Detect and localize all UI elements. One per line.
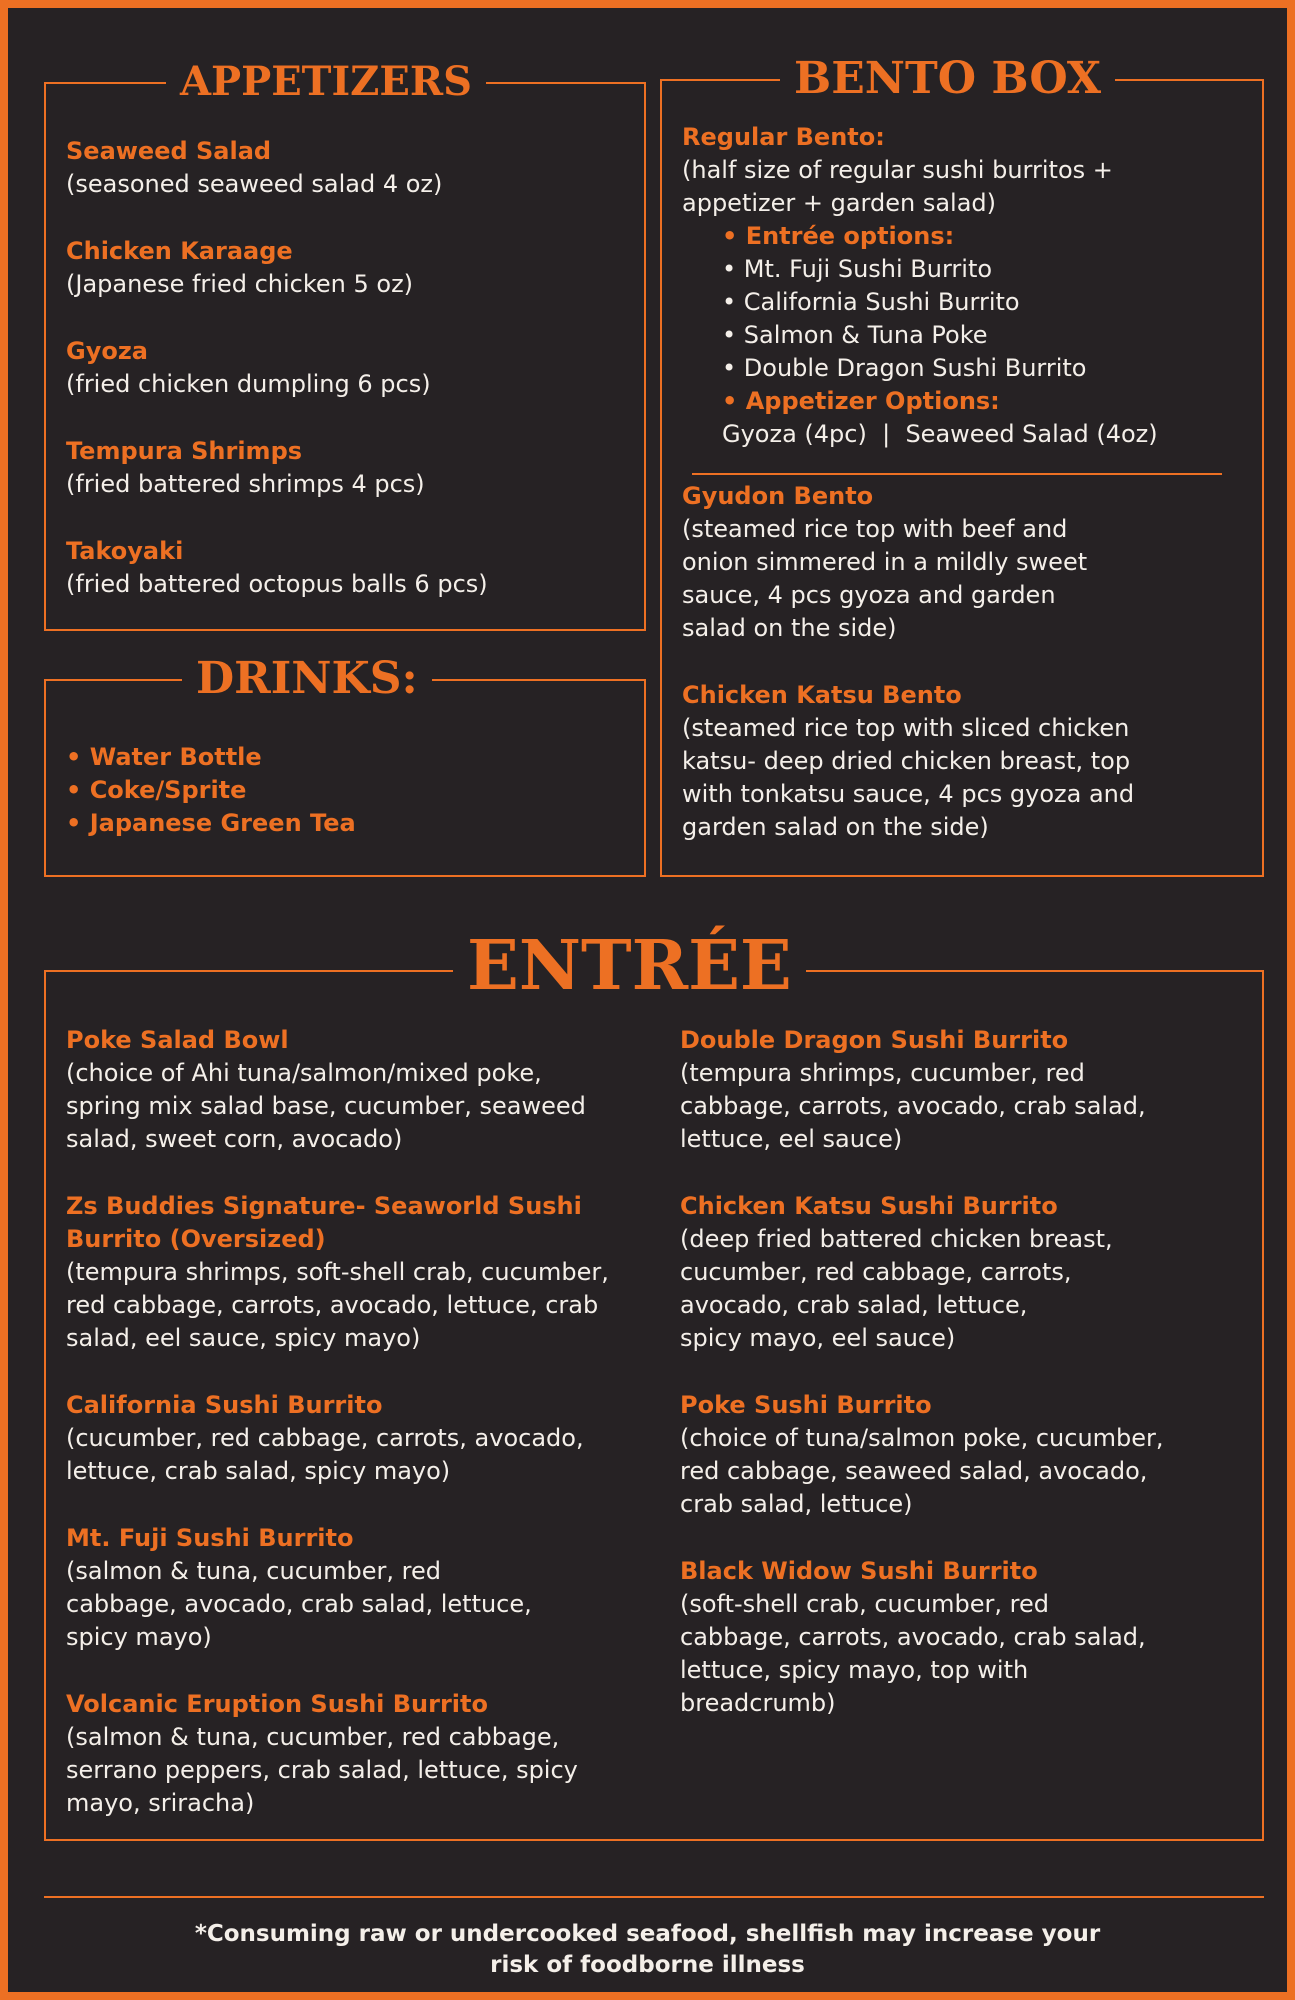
item-description: appetizer + garden salad) bbox=[682, 189, 997, 217]
item-description: spicy mayo, eel sauce) bbox=[680, 1324, 956, 1352]
item-description: garden salad on the side) bbox=[682, 813, 989, 841]
list-item bbox=[680, 1024, 1250, 1156]
item-description: (seasoned seaweed salad 4 oz) bbox=[66, 170, 443, 198]
item-name: Gyudon Bento bbox=[682, 482, 874, 510]
option-item: • Mt. Fuji Sushi Burrito bbox=[722, 255, 993, 283]
regular-bento bbox=[682, 121, 1252, 451]
item-description: spring mix salad base, cucumber, seaweed bbox=[66, 1092, 586, 1120]
item-name: Black Widow Sushi Burrito bbox=[680, 1557, 1038, 1585]
entree-title: ENTRÉE bbox=[453, 932, 806, 1000]
list-item bbox=[66, 335, 636, 401]
footer-line: *Consuming raw or undercooked seafood, shellfish may increase your bbox=[194, 1921, 1101, 1947]
item-name: Volcanic Eruption Sushi Burrito bbox=[66, 1690, 488, 1718]
item-description: salad, sweet corn, avocado) bbox=[66, 1125, 403, 1153]
item-description: breadcrumb) bbox=[680, 1689, 836, 1717]
item-description: salad on the side) bbox=[682, 614, 897, 642]
item-description: lettuce, crab salad, spicy mayo) bbox=[66, 1457, 451, 1485]
drinks-box bbox=[44, 653, 646, 877]
katsu-bento bbox=[682, 679, 1252, 844]
item-description: (soft-shell crab, cucumber, red bbox=[680, 1590, 1050, 1618]
item-description: cabbage, avocado, crab salad, lettuce, bbox=[66, 1590, 532, 1618]
list-item bbox=[680, 1190, 1250, 1355]
list-item bbox=[66, 1522, 656, 1654]
list-item: • Water Bottle bbox=[66, 743, 262, 771]
list-item bbox=[66, 1688, 656, 1820]
item-description: with tonkatsu sauce, 4 pcs gyoza and bbox=[682, 780, 1135, 808]
item-description: lettuce, spicy mayo, top with bbox=[680, 1656, 1029, 1684]
item-description: red cabbage, seaweed salad, avocado, bbox=[680, 1457, 1148, 1485]
footer-line: risk of foodborne illness bbox=[490, 1952, 805, 1978]
item-description: sauce, 4 pcs gyoza and garden bbox=[682, 581, 1056, 609]
option-item: • California Sushi Burrito bbox=[722, 288, 1020, 316]
entree-left-column bbox=[66, 1024, 656, 1854]
list-item: • Coke/Sprite bbox=[66, 776, 247, 804]
item-name: Zs Buddies Signature- Seaworld Sushi bbox=[66, 1192, 582, 1220]
item-description: (cucumber, red cabbage, carrots, avocado, bbox=[66, 1424, 584, 1452]
item-description: katsu- deep dried chicken breast, top bbox=[682, 747, 1131, 775]
item-description: red cabbage, carrots, avocado, lettuce, crab bbox=[66, 1291, 599, 1319]
item-description: (steamed rice top with beef and bbox=[682, 515, 1068, 543]
bento-options bbox=[682, 220, 1252, 451]
option-item: • Salmon & Tuna Poke bbox=[722, 321, 988, 349]
appetizer-options-heading: • Appetizer Options: bbox=[722, 387, 1000, 415]
item-description: (tempura shrimps, soft-shell crab, cucumber, bbox=[66, 1258, 609, 1286]
item-name: Regular Bento: bbox=[682, 123, 885, 151]
item-name: Takoyaki bbox=[66, 537, 184, 565]
item-name: Mt. Fuji Sushi Burrito bbox=[66, 1524, 354, 1552]
item-name: Chicken Katsu Bento bbox=[682, 681, 962, 709]
appetizer-options: Gyoza (4pc) | Seaweed Salad (4oz) bbox=[722, 420, 1158, 448]
menu-page bbox=[8, 8, 1287, 1992]
item-description: cabbage, carrots, avocado, crab salad, bbox=[680, 1623, 1146, 1651]
item-name: Chicken Katsu Sushi Burrito bbox=[680, 1192, 1058, 1220]
item-description: spicy mayo) bbox=[66, 1623, 212, 1651]
item-description: avocado, crab salad, lettuce, bbox=[680, 1291, 1028, 1319]
list-item bbox=[66, 1190, 656, 1355]
item-name: Tempura Shrimps bbox=[66, 437, 303, 465]
appetizers-list bbox=[66, 135, 636, 635]
entree-options-heading: • Entrée options: bbox=[722, 222, 955, 250]
item-description: crab salad, lettuce) bbox=[680, 1490, 913, 1518]
item-description: onion simmered in a mildly sweet bbox=[682, 548, 1088, 576]
item-description: (choice of tuna/salmon poke, cucumber, bbox=[680, 1424, 1164, 1452]
list-item bbox=[66, 135, 636, 201]
appetizers-title: APPETIZERS bbox=[166, 62, 486, 102]
item-description: (fried battered shrimps 4 pcs) bbox=[66, 470, 425, 498]
item-name: Poke Sushi Burrito bbox=[680, 1391, 932, 1419]
divider bbox=[692, 473, 1222, 475]
item-description: (choice of Ahi tuna/salmon/mixed poke, bbox=[66, 1059, 542, 1087]
item-description: salad, eel sauce, spicy mayo) bbox=[66, 1324, 421, 1352]
list-item: • Japanese Green Tea bbox=[66, 809, 356, 837]
item-name: Chicken Karaage bbox=[66, 237, 293, 265]
list-item bbox=[66, 235, 636, 301]
appetizers-box bbox=[44, 58, 646, 631]
list-item bbox=[66, 1389, 656, 1488]
bento-box bbox=[660, 53, 1264, 877]
item-description: (fried chicken dumpling 6 pcs) bbox=[66, 370, 431, 398]
item-description: cucumber, red cabbage, carrots, bbox=[680, 1258, 1072, 1286]
item-description: (tempura shrimps, cucumber, red bbox=[680, 1059, 1085, 1087]
item-description: (half size of regular sushi burritos + bbox=[682, 156, 1113, 184]
list-item bbox=[66, 435, 636, 501]
item-name: Seaweed Salad bbox=[66, 137, 272, 165]
item-description: mayo, sriracha) bbox=[66, 1789, 255, 1817]
item-description: (Japanese fried chicken 5 oz) bbox=[66, 270, 414, 298]
drinks-list bbox=[66, 741, 636, 840]
entree-box bbox=[44, 926, 1264, 1841]
bento-title: BENTO BOX bbox=[780, 57, 1115, 101]
item-name: Gyoza bbox=[66, 337, 148, 365]
item-description: serrano peppers, crab salad, lettuce, spicy bbox=[66, 1756, 578, 1784]
gyudon-bento bbox=[682, 480, 1252, 645]
item-name: California Sushi Burrito bbox=[66, 1391, 383, 1419]
item-name: Double Dragon Sushi Burrito bbox=[680, 1026, 1069, 1054]
item-name: Poke Salad Bowl bbox=[66, 1026, 289, 1054]
list-item bbox=[680, 1555, 1250, 1720]
option-item: • Double Dragon Sushi Burrito bbox=[722, 354, 1087, 382]
item-description: (salmon & tuna, cucumber, red cabbage, bbox=[66, 1723, 560, 1751]
list-item bbox=[66, 1024, 656, 1156]
footer-disclaimer bbox=[8, 1919, 1287, 1981]
footer-divider bbox=[44, 1896, 1264, 1898]
item-name: Burrito (Oversized) bbox=[66, 1225, 326, 1253]
item-description: (salmon & tuna, cucumber, red bbox=[66, 1557, 441, 1585]
item-description: (fried battered octopus balls 6 pcs) bbox=[66, 570, 488, 598]
item-description: cabbage, carrots, avocado, crab salad, bbox=[680, 1092, 1146, 1120]
list-item bbox=[66, 535, 636, 601]
item-description: (steamed rice top with sliced chicken bbox=[682, 714, 1130, 742]
drinks-title: DRINKS: bbox=[182, 657, 432, 701]
item-description: lettuce, eel sauce) bbox=[680, 1125, 903, 1153]
item-description: (deep fried battered chicken breast, bbox=[680, 1225, 1113, 1253]
list-item bbox=[680, 1389, 1250, 1521]
entree-right-column bbox=[680, 1024, 1250, 1754]
